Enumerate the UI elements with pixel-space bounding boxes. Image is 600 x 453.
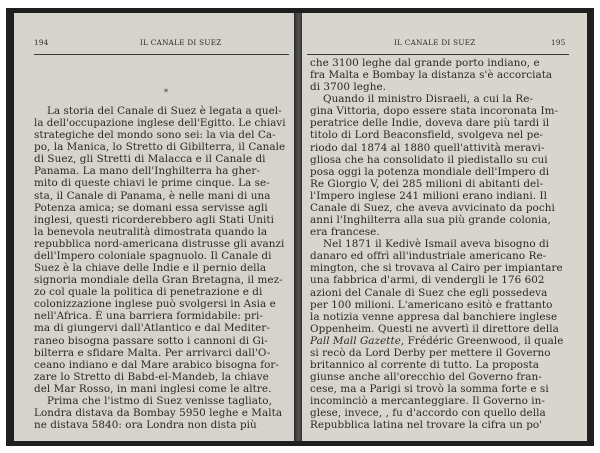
text-line: signoria mondiale della Gran Bretagna, il mez- <box>34 274 283 287</box>
text-line: fra Malta e Bombay la distanza s'è accorciata <box>310 69 553 82</box>
header-rule <box>34 54 289 55</box>
left-page <box>14 13 297 441</box>
text-line: dell'Impero coloniale spagnuolo. Il Canale di <box>34 249 272 262</box>
text-line: Prima che l'istmo di Suez venisse tagliato, <box>47 394 272 407</box>
text-line: nell'Africa. È una barriera formidabile: pri- <box>34 310 263 323</box>
text-line: posa oggi la potenza mondiale dell'Impero di <box>310 165 550 178</box>
text-line: titolo di Lord Beaconsfield, svolgeva nel pe- <box>310 129 544 142</box>
text-line: Londra distava da Bombay 5950 leghe e Malta <box>34 407 283 419</box>
text-line: una fabbrica d'armi, di vendergli le 176 602 <box>310 274 545 287</box>
text-line: la benevola neutralità dimostrata quando la <box>34 225 268 238</box>
text-line: che 3100 leghe dal grande porto indiano, e <box>310 57 540 69</box>
text-line: Nel 1871 il Kedivè Ismail aveva bisogno di <box>323 238 550 251</box>
text-line: gliosa che ha consolidato il piedistallo su cui <box>310 153 548 166</box>
text-line: ma di giungervi dall'Atlantico e dal Mediter- <box>34 322 270 335</box>
text-line: sta, il Canale di Panama, è nelle mani di una <box>34 189 271 202</box>
text-line: colonizzazione inglese può svolgersi in Asia e <box>34 298 276 311</box>
text-line: ne distava 5840: ora Londra non dista più <box>34 419 257 432</box>
running-head: IL CANALE DI SUEZ <box>394 38 476 47</box>
text-line: Canale di Suez, che aveva avvicinato da pochi <box>310 201 555 214</box>
text-line: azioni del Canale di Suez che egli possedeva <box>310 286 548 299</box>
text-line: Re Giorgio V, dei 285 milioni di abitanti del- <box>310 177 544 190</box>
text-line: Repubblica latina nel trovare la cifra un po' <box>310 419 543 432</box>
text-line: del Mar Rosso, in mani inglesi come le altre. <box>34 382 272 395</box>
text-line: danaro ed offrì all'industriale americano Re- <box>310 250 547 263</box>
section-ornament: * <box>164 88 168 97</box>
running-head: IL CANALE DI SUEZ <box>140 38 222 47</box>
text-line: per 100 milioni. L'americano esitò e frattanto <box>310 298 553 311</box>
right-page <box>302 13 587 441</box>
text-line: incominciò a mercanteggiare. Il Governo in- <box>310 395 545 408</box>
text-line: Oppenheim. Questi ne avvertì il direttore della <box>310 322 559 335</box>
text-line: zo col quale la politica di penetrazione e di <box>34 286 263 299</box>
text-line: gina Vittoria, dopo essere stata incoronata Im- <box>310 105 559 118</box>
text-line: glese, invece, , fu d'accordo con quello della <box>310 407 546 420</box>
text-line: cese, ma a Parigi si trovò la somma forte e si <box>310 383 549 396</box>
text-line: era francese. <box>310 226 380 239</box>
text-line: britannico al corrente di tutto. La proposta <box>310 359 539 371</box>
text-line: si recò da Lord Derby per mettere il Governo <box>310 346 551 359</box>
page-number: 194 <box>34 38 49 47</box>
text-line: Panama. La mano dell'Inghilterra ha gher- <box>34 165 261 178</box>
text-line: anni l'Inghilterra alla sua più grande colonia, <box>310 214 551 227</box>
text-line: zare lo Stretto di Babd-el-Mandeb, la chiave <box>34 370 269 383</box>
text-line: strategiche del mondo sono sei: la via del Ca- <box>34 129 276 142</box>
text-line: di 3700 leghe. <box>310 81 386 94</box>
text-line: po, la Manica, lo Stretto di Gibilterra, il Canale <box>34 141 286 154</box>
header-rule <box>307 54 569 55</box>
text-line: peratrice delle Indie, doveva dare più tardi il <box>310 117 550 130</box>
text-line: di Suez, gli Stretti di Malacca e il Canale di <box>34 153 266 166</box>
page-number: 195 <box>551 38 566 47</box>
text-line: mington, che si trovava al Cairo per impiantare <box>310 262 563 275</box>
text-line: mito di queste chiavi le prime cinque. La se- <box>34 177 270 190</box>
book-spread <box>6 8 594 446</box>
text-line: giunse anche all'orecchio del Governo fran- <box>310 371 542 384</box>
text-line: La storia del Canale di Suez è legata a quel- <box>47 105 282 117</box>
text-line: raneo bisogna passare sotto i cannoni di Gi- <box>34 334 268 347</box>
text-line: la dell'occupazione inglese dell'Egitto. Le chiavi <box>34 117 286 130</box>
text-line: Potenza amica; se domani essa servisse agli <box>34 201 268 214</box>
text-line: bilterra e sfidare Malta. Per arrivarci dall'O- <box>34 346 271 359</box>
text-line: Suez è la chiave delle Indie e il pernio della <box>34 262 267 275</box>
text-line: inglesi, questi ricorderebbero agli Stati Uniti <box>34 213 274 226</box>
text-line: Pall Mall Gazette, Frédéric Greenwood, il quale <box>310 334 564 347</box>
text-line: repubblica nord-americana distrusse gli avanzi <box>34 237 285 250</box>
text-line: ceano indiano e dal Mare arabico bisogna for- <box>34 358 279 371</box>
text-line: l'Impero inglese 241 milioni erano indiani. Il <box>310 189 548 202</box>
text-line: riodo dal 1874 al 1880 quell'attività meravi- <box>310 141 545 154</box>
text-line: la notizia venne appresa dal banchiere inglese <box>310 310 558 323</box>
text-line: Quando il ministro Disraeli, a cui la Re- <box>323 93 534 106</box>
